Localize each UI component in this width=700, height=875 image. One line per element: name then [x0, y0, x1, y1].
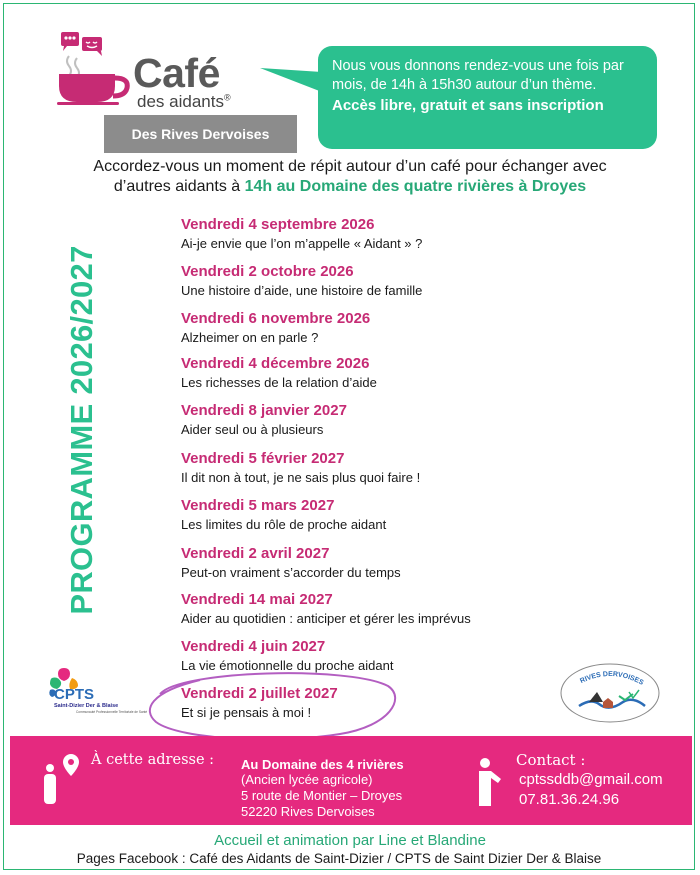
intro-text	[0, 157, 700, 197]
session-item	[181, 402, 347, 439]
cpts-tag: Communauté Professionnelle Territoriale de Santé	[76, 710, 148, 714]
session-date: Vendredi 2 avril 2027	[181, 545, 330, 562]
session-date: Vendredi 4 juin 2027	[181, 638, 326, 655]
info-bubble	[318, 46, 657, 149]
address-line: 52220 Rives Dervoises	[241, 804, 375, 819]
intro-line-1: Accordez-vous un moment de répit autour d’un café pour échanger avec	[93, 158, 607, 175]
logo-subtitle: des aidants®	[137, 92, 231, 111]
address-name: Au Domaine des 4 rivières	[241, 757, 404, 772]
session-topic: Aider seul ou à plusieurs	[181, 422, 324, 437]
session-topic: Aider au quotidien : anticiper et gérer les imprévus	[181, 611, 471, 626]
speech-bubble-tail	[260, 66, 322, 96]
session-date: Vendredi 4 septembre 2026	[181, 216, 375, 233]
bubble-text: Nous vous donnons rendez-vous une fois par mois, de 14h à 15h30 autour d’un thème.	[332, 58, 624, 93]
session-item	[181, 450, 420, 487]
contact-label: Contact :	[516, 751, 586, 769]
session-topic: Il dit non à tout, je ne sais plus quoi faire !	[181, 470, 421, 485]
animation-credit: Accueil et animation par Line et Blandine	[214, 832, 486, 849]
logo-title: Café	[133, 50, 220, 96]
session-item	[181, 216, 422, 253]
session-date: Vendredi 5 février 2027	[181, 450, 345, 467]
address-line: (Ancien lycée agricole)	[241, 772, 373, 787]
rives-logo-text: RIVES DERVOISES	[579, 670, 645, 687]
session-date: Vendredi 6 novembre 2026	[181, 310, 371, 327]
session-date: Vendredi 2 juillet 2027	[181, 685, 338, 702]
cpts-sub: Saint-Dizier Der & Blaise	[54, 703, 119, 709]
bubble-strong-text: Accès libre, gratuit et sans inscription	[332, 97, 604, 114]
session-date: Vendredi 5 mars 2027	[181, 497, 335, 514]
programme-vertical-title: PROGRAMME 2026/2027	[64, 245, 99, 615]
facebook-pages: Pages Facebook : Café des Aidants de Saint-Dizier / CPTS de Saint Dizier Der & Blaise	[76, 851, 602, 866]
session-item	[181, 545, 401, 582]
rives-dervoises-logo	[559, 662, 661, 724]
session-date: Vendredi 2 octobre 2026	[181, 263, 354, 280]
session-topic: Les richesses de la relation d’aide	[181, 375, 377, 390]
session-topic: Alzheimer on en parle ?	[181, 330, 319, 345]
session-topic: Peut-on vraiment s’accorder du temps	[181, 565, 401, 580]
session-item	[181, 263, 422, 300]
intro-line-2: d’autres aidants à 14h au Domaine des quatre rivières à Droyes	[113, 178, 587, 195]
session-topic: Une histoire d’aide, une histoire de famille	[181, 283, 423, 298]
address-label: À cette adresse :	[91, 752, 215, 768]
session-topic: Les limites du rôle de proche aidant	[181, 517, 387, 532]
session-item	[181, 310, 370, 347]
session-topic: La vie émotionnelle du proche aidant	[181, 658, 394, 673]
address-line: 5 route de Montier – Droyes	[241, 788, 403, 803]
coffee-cup-icon	[55, 28, 135, 108]
cpts-acronym: CPTS	[54, 686, 95, 703]
cpts-logo	[46, 666, 148, 728]
session-date: Vendredi 14 mai 2027	[181, 591, 333, 608]
contact-email[interactable]: cptssddb@gmail.com	[519, 771, 663, 788]
session-topic: Ai-je envie que l’on m’appelle « Aidant » ?	[181, 236, 423, 251]
highlight-circle	[140, 664, 402, 744]
session-topic: Et si je pensais à moi !	[181, 705, 312, 720]
branch-badge: Des Rives Dervoises	[104, 115, 297, 153]
session-date: Vendredi 8 janvier 2027	[181, 402, 347, 419]
contact-phone[interactable]: 07.81.36.24.96	[519, 791, 620, 808]
session-item	[181, 355, 377, 392]
session-date: Vendredi 4 décembre 2026	[181, 355, 370, 372]
session-item	[181, 591, 471, 628]
contact-person-icon	[477, 757, 511, 809]
session-item	[181, 497, 386, 534]
location-person-icon	[40, 752, 82, 808]
